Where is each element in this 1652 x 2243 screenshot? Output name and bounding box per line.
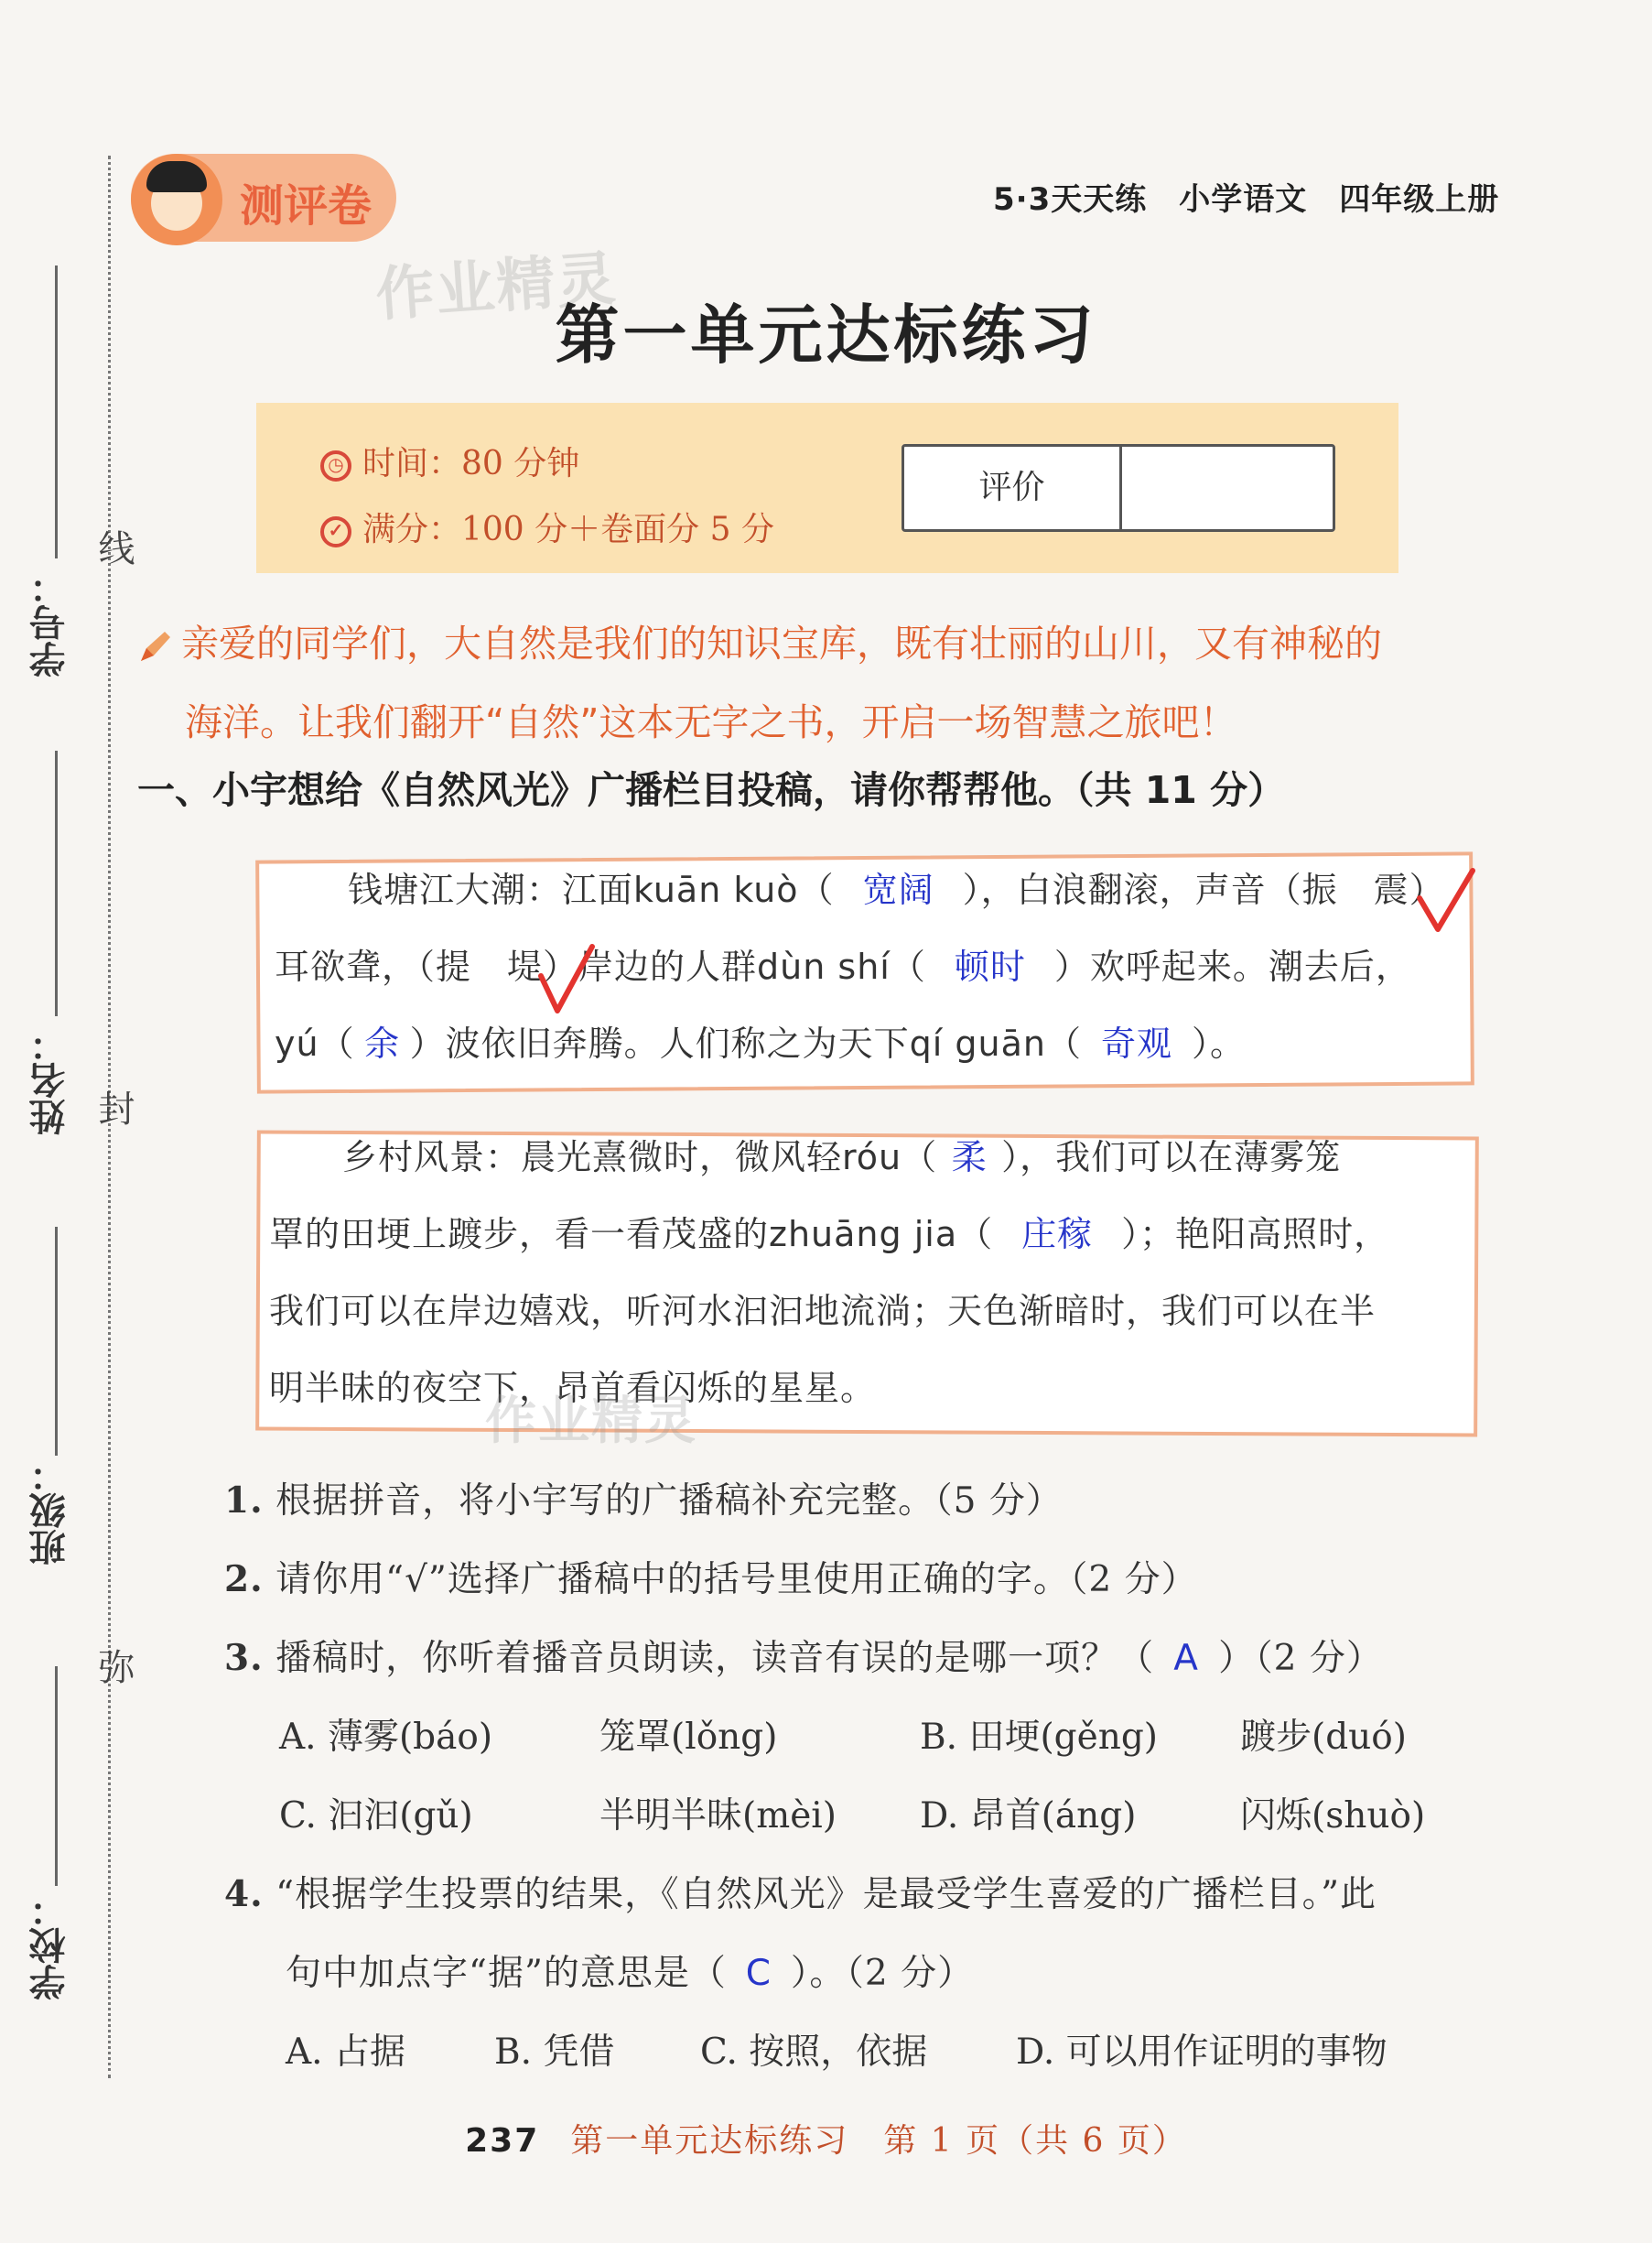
question-4: 4. “根据学生投票的结果，《自然风光》是最受学生喜爱的广播栏目。”此 <box>224 1873 1377 1915</box>
q3-option-d: D. 昂首(áng) <box>920 1795 1137 1837</box>
question-1: 1. 根据拼音，将小宇写的广播稿补充完整。（5 分） <box>224 1479 1063 1522</box>
evaluation-table <box>902 444 1335 532</box>
q3-option-d2: 闪烁(shuò) <box>1240 1795 1426 1837</box>
pinyin-kuankuo: kuān kuò <box>633 870 799 910</box>
pinyin-dunshi: dùn shí <box>757 947 891 987</box>
pencil-icon <box>137 628 174 665</box>
passage-2-line-3: 我们可以在岸边嬉戏，听河水汩汩地流淌；天色渐暗时，我们可以在半 <box>269 1291 1377 1331</box>
question-4-line-2: 句中加点字“据”的意思是（ C ）。（2 分） <box>286 1953 975 1994</box>
binding-mark-xian: 线 <box>92 529 135 566</box>
score-row <box>320 504 774 550</box>
time-text: 时间：80 分钟 <box>362 445 580 482</box>
intro-line-1: 亲爱的同学们，大自然是我们的知识宝库，既有壮丽的山川，又有神秘的 <box>137 604 1538 683</box>
checkmark-icon <box>535 941 599 1018</box>
answer-kuankuo[interactable]: 宽阔 <box>862 870 934 910</box>
passage-1-line-1: 钱塘江大潮：江面kuān kuò（ 宽阔 ），白浪翻滚，声音（振 震） <box>275 851 1464 928</box>
book-series: 5·3天天练 小学语文 四年级上册 <box>993 181 1500 218</box>
passage-2-line-4: 明半昧的夜空下，昂首看闪烁的星星。 <box>269 1368 877 1408</box>
q3-option-a: A. 薄雾(báo) <box>279 1717 493 1758</box>
banji-field-line[interactable] <box>55 1227 58 1456</box>
page-title: 第一单元达标练习 <box>555 297 1097 373</box>
answer-q3[interactable]: A <box>1173 1638 1199 1679</box>
q4-option-a: A. 占据 <box>286 2032 405 2073</box>
xuexiao-label: 学校： <box>29 1891 71 2000</box>
answer-zhuangjia[interactable]: 庄稼 <box>1021 1214 1094 1254</box>
evaluation-label: 评价 <box>904 447 1122 529</box>
passage-2 <box>269 1119 1468 1426</box>
xingming-field-line[interactable] <box>55 751 58 1016</box>
choice-di[interactable]: 堤 <box>507 947 544 987</box>
mascot-hair-icon <box>146 161 207 192</box>
check-circle-icon: ✓ <box>320 516 351 547</box>
page-number: 237 <box>465 2122 540 2160</box>
xuexiao-field-line[interactable] <box>55 1666 58 1886</box>
time-row <box>320 438 579 484</box>
passage-1-line-3: yú（ 余 ）波依旧奔腾。人们称之为天下qí guān（ 奇观 ）。 <box>275 1005 1464 1082</box>
binding-mark-mi: 弥 <box>92 1648 135 1685</box>
q3-option-c: C. 汩汩(gǔ) <box>279 1795 473 1837</box>
question-2: 2. 请你用“√”选择广播稿中的括号里使用正确的字。（2 分） <box>224 1558 1198 1600</box>
score-text: 满分：100 分＋卷面分 5 分 <box>362 511 774 548</box>
intro-line-2: 海洋。让我们翻开“自然”这本无字之书，开启一场智慧之旅吧！ <box>185 700 1237 744</box>
answer-yu[interactable]: 余 <box>364 1024 401 1064</box>
q4-option-d: D. 可以用作证明的事物 <box>1016 2032 1387 2073</box>
answer-rou[interactable]: 柔 <box>951 1137 988 1177</box>
pinyin-qiguan: qí guān <box>909 1024 1046 1064</box>
binding-mark-feng: 封 <box>92 1089 135 1126</box>
exam-badge-label: 测评卷 <box>240 180 373 232</box>
pinyin-yu: yú <box>275 1024 319 1064</box>
footer-text: 第一单元达标练习 第 1 页（共 6 页） <box>570 2122 1187 2160</box>
choice-zhen[interactable]: 震 <box>1373 870 1409 910</box>
q4-option-b: B. 凭借 <box>494 2032 615 2073</box>
passage-1-line-2: 耳欲聋，（提 堤）岸边的人群dùn shí（ 顿时 ）欢呼起来。潮去后， <box>275 928 1464 1005</box>
passage-2-line-1: 乡村风景：晨光熹微时，微风轻róu（ 柔 ），我们可以在薄雾笼 <box>269 1119 1468 1196</box>
watermark-top: 作业精灵 <box>373 244 620 330</box>
xingming-label: 姓名： <box>29 1025 71 1135</box>
intro-text <box>137 604 1538 762</box>
xuehao-label: 学号： <box>29 568 71 677</box>
pinyin-rou: róu <box>842 1137 902 1177</box>
answer-q4[interactable]: C <box>745 1953 772 1994</box>
q3-option-a2: 笼罩(lǒng) <box>599 1717 778 1758</box>
q4-option-c: C. 按照，依据 <box>700 2032 928 2073</box>
question-3: 3. 播稿时，你听着播音员朗读，读音有误的是哪一项？（ A ）（2 分） <box>224 1637 1383 1679</box>
banji-label: 班级： <box>29 1456 71 1566</box>
answer-dunshi[interactable]: 顿时 <box>954 947 1026 987</box>
checkmark-icon <box>1414 865 1478 938</box>
q3-option-c2: 半明半昧(mèi) <box>599 1795 837 1837</box>
answer-qiguan[interactable]: 奇观 <box>1100 1024 1172 1064</box>
pinyin-zhuangjia: zhuāng jia <box>769 1214 958 1254</box>
q3-option-b: B. 田埂(gěng) <box>920 1717 1159 1758</box>
clock-icon: ◷ <box>320 450 351 482</box>
passage-2-line-2: 罩的田埂上踱步，看一看茂盛的zhuāng jia（ 庄稼 ）；艳阳高照时， <box>269 1196 1468 1273</box>
watermark-middle: 作业精灵 <box>485 1392 697 1451</box>
passage-1 <box>275 851 1464 1082</box>
evaluation-value[interactable] <box>1122 447 1333 529</box>
q3-option-b2: 踱步(duó) <box>1240 1717 1407 1758</box>
section-1-heading: 一、小宇想给《自然风光》广播栏目投稿，请你帮帮他。（共 11 分） <box>137 768 1286 812</box>
page-footer <box>0 2115 1652 2162</box>
